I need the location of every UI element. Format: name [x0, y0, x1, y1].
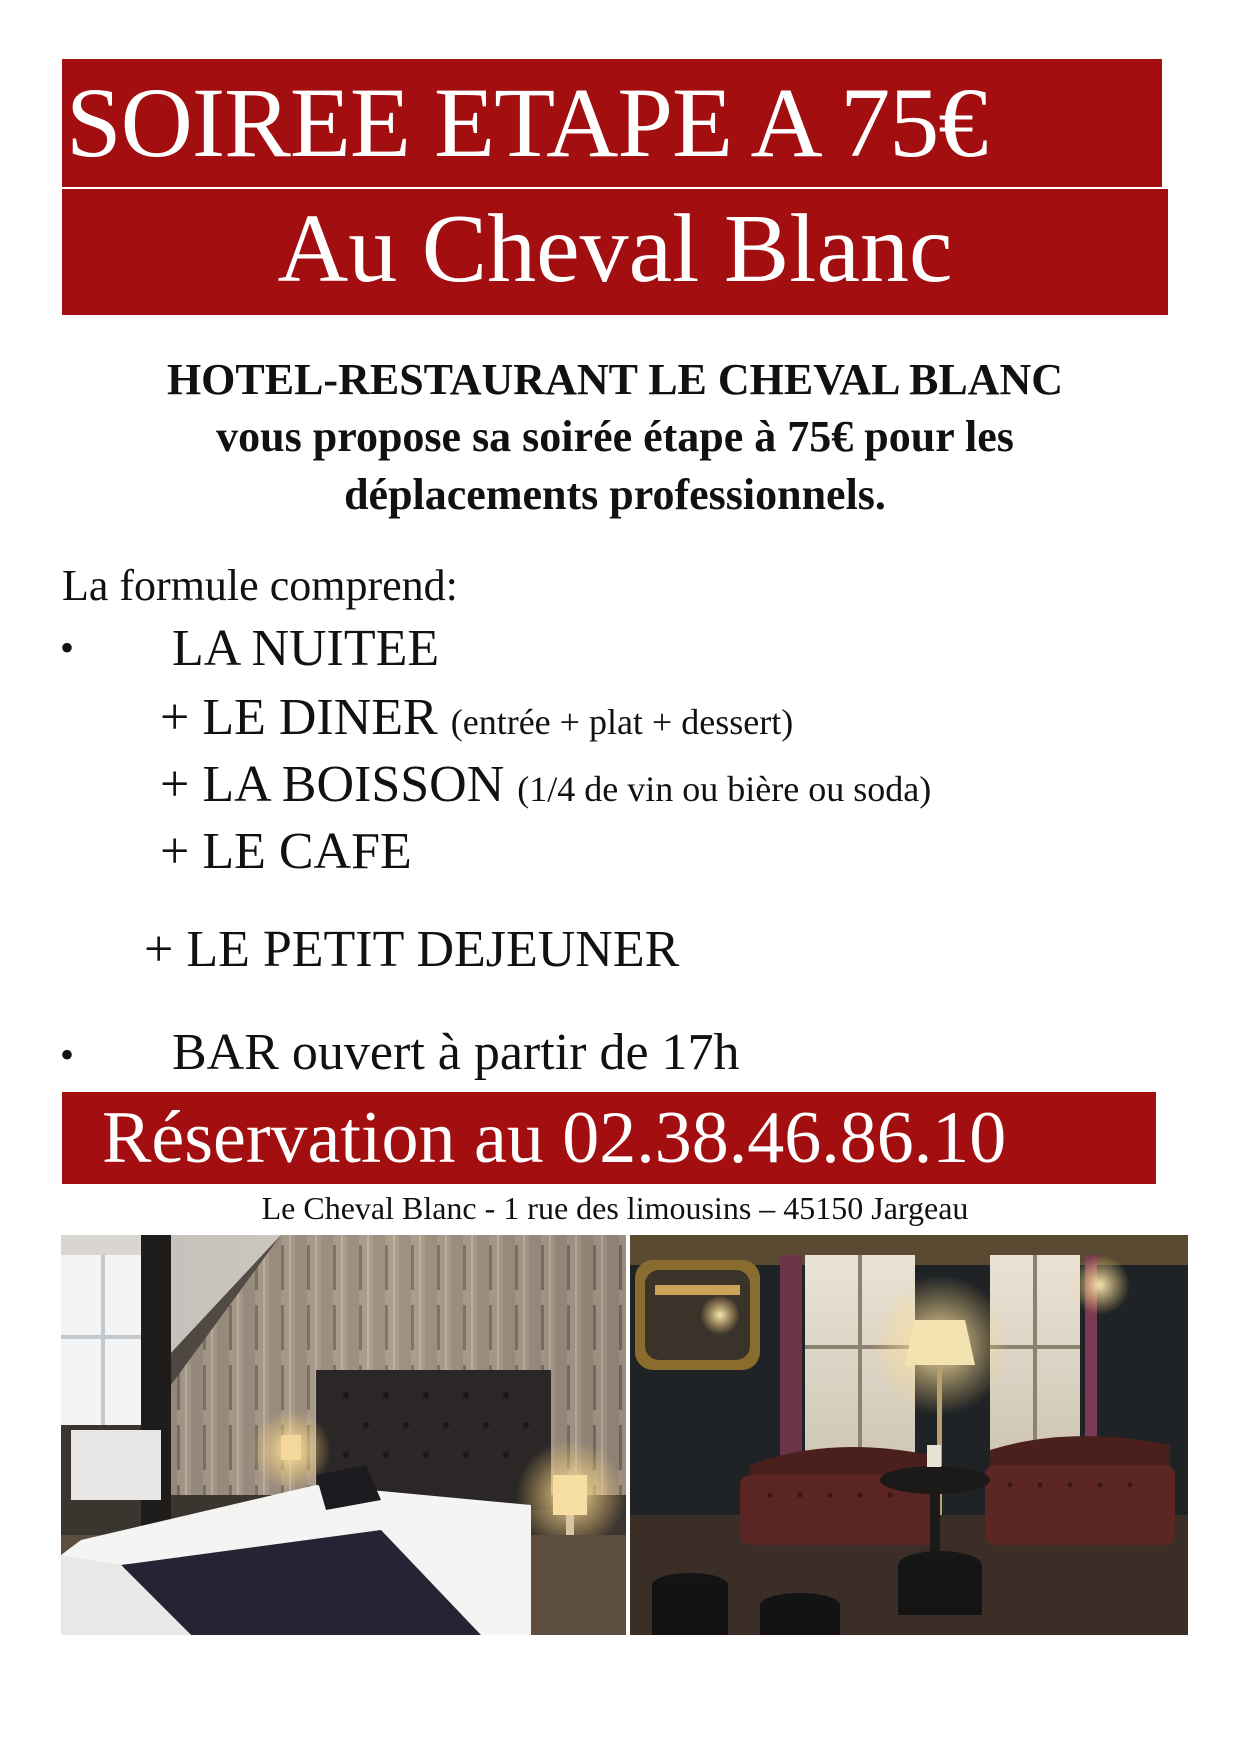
intro-line-1: HOTEL-RESTAURANT LE CHEVAL BLANC: [166, 355, 1064, 404]
item-boisson-label: + LA BOISSON: [160, 756, 505, 813]
page-subtitle: Au Cheval Blanc: [277, 195, 953, 303]
page-title: SOIREE ETAPE A 75€: [66, 67, 988, 178]
intro-line-3: déplacements professionnels.: [344, 470, 886, 519]
item-boisson-detail: (1/4 de vin ou bière ou soda): [517, 769, 932, 809]
bullet-dot: •: [60, 625, 75, 670]
item-diner: [160, 686, 793, 754]
title-banner: [62, 59, 1162, 187]
bullet-dot: •: [60, 1032, 75, 1077]
subtitle-banner: [62, 189, 1168, 315]
bar-lounge-photo: [630, 1235, 1188, 1635]
hotel-room-illustration: [61, 1235, 626, 1635]
item-boisson: [160, 753, 931, 821]
bar-lounge-illustration: [630, 1235, 1188, 1635]
formula-lead: La formule comprend:: [62, 561, 458, 610]
item-petit-dejeuner: + LE PETIT DEJEUNER: [144, 921, 680, 978]
item-nuitee: LA NUITEE: [172, 620, 440, 677]
hotel-room-photo: [61, 1235, 626, 1635]
item-bar: BAR ouvert à partir de 17h: [172, 1024, 740, 1081]
reservation-phone: Réservation au 02.38.46.86.10: [102, 1097, 1007, 1179]
item-diner-detail: (entrée + plat + dessert): [450, 702, 794, 742]
address: Le Cheval Blanc - 1 rue des limousins – 45150 Jargeau: [261, 1190, 969, 1226]
item-cafe: + LE CAFE: [160, 823, 412, 880]
item-diner-label: + LE DINER: [160, 689, 438, 746]
intro-line-2: vous propose sa soirée étape à 75€ pour les: [216, 412, 1014, 461]
reservation-banner: [62, 1092, 1156, 1184]
